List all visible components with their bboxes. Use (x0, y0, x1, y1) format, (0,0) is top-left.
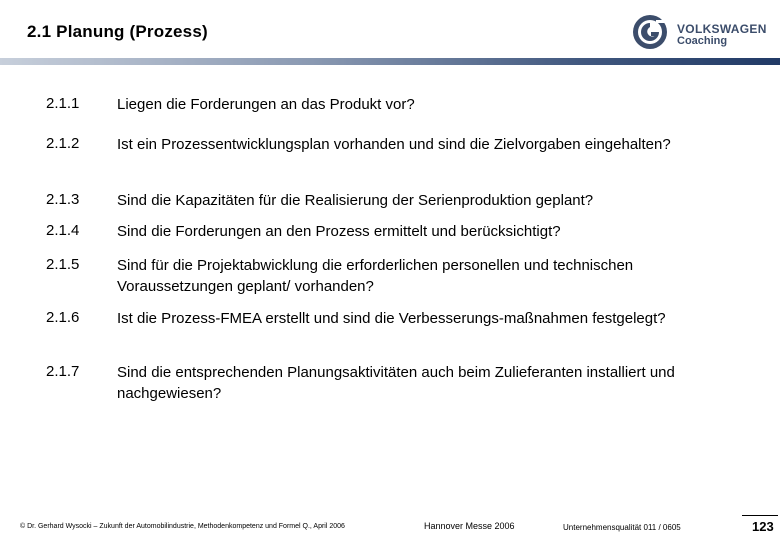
footer-copyright: © Dr. Gerhard Wysocki – Zukunft der Automobilindustrie, Methodenkompetenz und Formel Q., April 2006 (20, 523, 345, 530)
footer-doc-ref: Unternehmensqualität 011 / 0605 (563, 523, 681, 532)
page-number: 123 (752, 519, 774, 534)
page-number-rule (742, 515, 778, 516)
slide-header (0, 0, 780, 62)
item-number: 2.1.6 (46, 309, 80, 326)
item-number: 2.1.5 (46, 256, 80, 273)
item-number: 2.1.4 (46, 222, 80, 239)
header-rule (0, 58, 780, 65)
logo-text-brand: VOLKSWAGEN (677, 22, 767, 36)
item-text: Sind die Kapazitäten für die Realisierung der Serienproduktion geplant? (117, 192, 594, 209)
item-number: 2.1.1 (46, 95, 80, 112)
item-text: Sind für die Projektabwicklung die erforderlichen personellen und technischen Voraussetzungen geplant/ vorhanden? (117, 257, 634, 295)
item-text: Ist die Prozess-FMEA erstellt und sind die Verbesserungs-maßnahmen festgelegt? (117, 310, 666, 327)
slide-footer (0, 512, 780, 540)
vw-coaching-logo-icon (632, 14, 668, 50)
item-number: 2.1.3 (46, 191, 80, 208)
item-number: 2.1.2 (46, 135, 80, 152)
item-number: 2.1.7 (46, 363, 80, 380)
item-text: Liegen die Forderungen an das Produkt vor? (117, 96, 415, 113)
item-text: Sind die Forderungen an den Prozess ermittelt und berücksichtigt? (117, 223, 561, 240)
logo-text-sub: Coaching (677, 35, 728, 47)
item-text: Sind die entsprechenden Planungsaktivitäten auch beim Zulieferanten installiert und nachgewiesen? (117, 364, 675, 402)
item-text: Ist ein Prozessentwicklungsplan vorhanden und sind die Zielvorgaben eingehalten? (117, 136, 671, 153)
vw-coaching-logo (632, 14, 777, 54)
slide-title: 2.1 Planung (Prozess) (27, 22, 208, 41)
footer-event: Hannover Messe 2006 (424, 521, 515, 531)
